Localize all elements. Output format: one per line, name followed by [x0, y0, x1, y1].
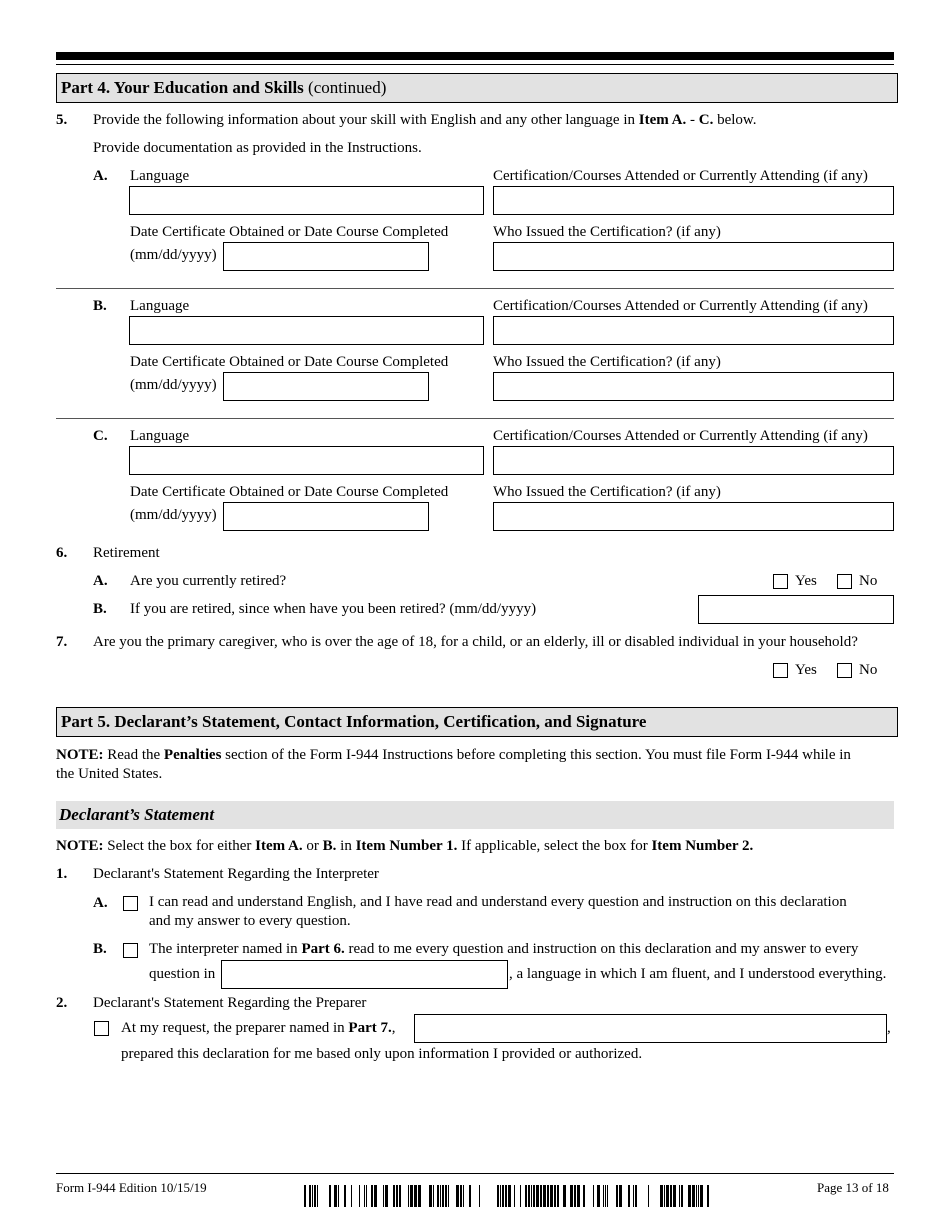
q5-text-end: below.: [713, 112, 757, 128]
q5-a-language-input[interactable]: [129, 186, 484, 215]
d1-a-line2: and my answer to every question.: [149, 913, 351, 929]
q5-a-issuer-input[interactable]: [493, 242, 894, 271]
footer-page: Page 13 of 18: [817, 1180, 889, 1195]
part5-note-a: Read the: [103, 747, 164, 763]
d1-b-text: [149, 941, 858, 958]
q7-text: Are you the primary caregiver, who is over the age of 18, for a child, or an elderly, ill or disabled individual in your household?: [93, 634, 858, 650]
d1-b-letter: B.: [93, 941, 107, 957]
d2-preparer-input[interactable]: [414, 1014, 887, 1043]
q5-item-b-letter: B.: [93, 298, 107, 314]
q5-a-cert-input[interactable]: [493, 186, 894, 215]
separator: [56, 288, 894, 289]
q6-number: 6.: [56, 545, 68, 561]
separator: [56, 418, 894, 419]
top-rule-thick: [56, 52, 894, 60]
q5-doc-note: Provide documentation as provided in the Instructions.: [93, 140, 422, 156]
q5-b-cert-input[interactable]: [493, 316, 894, 345]
d1-number: 1.: [56, 866, 68, 882]
q5-c-issuer-input[interactable]: [493, 502, 894, 531]
q5-a-language-label: Language: [130, 168, 190, 184]
q5-c-language-label: Language: [130, 428, 190, 444]
note2-g: If applicable, select the box for: [457, 838, 652, 854]
q7-yes-checkbox[interactable]: [773, 663, 788, 678]
q5-c-cert-input[interactable]: [493, 446, 894, 475]
q5-c-date-input[interactable]: [223, 502, 429, 531]
note2-item-a: Item A.: [255, 838, 303, 854]
q7-no-label: No: [859, 662, 878, 678]
d1-a-checkbox[interactable]: [123, 896, 138, 911]
q7-yes-label: Yes: [795, 662, 817, 678]
d1-a-text: [149, 893, 847, 931]
d2-part7: Part 7.: [348, 1020, 392, 1036]
q5-a-date-input[interactable]: [223, 242, 429, 271]
q5-a-cert-label: Certification/Courses Attended or Currently Attending (if any): [493, 168, 868, 184]
d2-checkbox[interactable]: [94, 1021, 109, 1036]
q6-retired-date-input[interactable]: [698, 595, 894, 624]
d1-a-letter: A.: [93, 895, 108, 911]
part5-note: [56, 746, 896, 784]
note2-a: Select the box for either: [103, 838, 256, 854]
d2-number: 2.: [56, 995, 68, 1011]
part5-header: [56, 707, 898, 737]
d1-b-part6: Part 6.: [301, 941, 345, 957]
part5-note-penalties: Penalties: [163, 747, 222, 763]
q6-b-letter: B.: [93, 601, 107, 617]
note2-item-number-1: Item Number 1.: [355, 838, 458, 854]
q5-text-item-a: Item A.: [638, 112, 687, 128]
q5-c-issuer-label: Who Issued the Certification? (if any): [493, 484, 721, 500]
d1-b-checkbox[interactable]: [123, 943, 138, 958]
q6-a-letter: A.: [93, 573, 108, 589]
q6-title: Retirement: [93, 545, 160, 561]
d1-language-input[interactable]: [221, 960, 508, 989]
note2-or: or: [302, 838, 323, 854]
note2-in: in: [336, 838, 356, 854]
q5-number: 5.: [56, 112, 68, 128]
q6-no-label: No: [859, 573, 878, 589]
q5-c-date-label: Date Certificate Obtained or Date Course Completed: [130, 484, 449, 500]
footer-rule: [56, 1173, 894, 1174]
declarant-statement-title: Declarant’s Statement: [59, 805, 215, 824]
q6-yes-label: Yes: [795, 573, 817, 589]
q5-b-issuer-input[interactable]: [493, 372, 894, 401]
q5-text-item-c: C.: [698, 112, 714, 128]
part4-title: Part 4. Your Education and Skills: [61, 78, 304, 97]
q5-a-date-label: Date Certificate Obtained or Date Course Completed: [130, 224, 449, 240]
q5-item-a-letter: A.: [93, 168, 108, 184]
q5-text: [93, 112, 757, 129]
d2-line2: prepared this declaration for me based only upon information I provided or authorized.: [121, 1046, 643, 1062]
d2-title: Declarant's Statement Regarding the Preparer: [93, 995, 367, 1011]
d1-b-a: The interpreter named in: [149, 941, 302, 957]
q5-b-language-input[interactable]: [129, 316, 484, 345]
part5-note-label: NOTE:: [56, 747, 104, 763]
q5-a-issuer-label: Who Issued the Certification? (if any): [493, 224, 721, 240]
declarant-statement-band: [56, 801, 894, 829]
q5-a-date-format: (mm/dd/yyyy): [130, 247, 217, 263]
q5-text-a: Provide the following information about your skill with English and any other language in: [93, 112, 639, 128]
q5-c-cert-label: Certification/Courses Attended or Currently Attending (if any): [493, 428, 868, 444]
q5-b-date-label: Date Certificate Obtained or Date Course Completed: [130, 354, 449, 370]
q5-c-language-input[interactable]: [129, 446, 484, 475]
q6-b-text: If you are retired, since when have you been retired? (mm/dd/yyyy): [130, 601, 537, 617]
q6-a-text: Are you currently retired?: [130, 573, 287, 589]
footer-form-edition: Form I-944 Edition 10/15/19: [56, 1180, 207, 1195]
q5-c-date-format: (mm/dd/yyyy): [130, 507, 217, 523]
d1-a-line1: I can read and understand English, and I have read and understand every question and instruction on this declaration: [149, 894, 847, 910]
q5-b-issuer-label: Who Issued the Certification? (if any): [493, 354, 721, 370]
note2-item-b: B.: [322, 838, 337, 854]
q5-text-dash: -: [686, 112, 699, 128]
d2-c: ,: [391, 1020, 396, 1036]
q5-b-date-input[interactable]: [223, 372, 429, 401]
note2-item-number-2: Item Number 2.: [651, 838, 754, 854]
part4-header: [56, 73, 898, 103]
q6-no-checkbox[interactable]: [837, 574, 852, 589]
q7-no-checkbox[interactable]: [837, 663, 852, 678]
note2-label: NOTE:: [56, 838, 104, 854]
d1-title: Declarant's Statement Regarding the Interpreter: [93, 866, 379, 882]
d2-a: At my request, the preparer named in: [121, 1020, 349, 1036]
part5-title: Part 5. Declarant’s Statement, Contact Information, Certification, and Signature: [61, 712, 647, 731]
q5-b-cert-label: Certification/Courses Attended or Currently Attending (if any): [493, 298, 868, 314]
part5-note-c: section of the Form I-944 Instructions before completing this section. You must file Form I-944 while in: [221, 747, 851, 763]
d2-text: [121, 1020, 396, 1037]
q7-number: 7.: [56, 634, 68, 650]
part4-title-suffix: (continued): [303, 78, 387, 97]
part5-note2: [56, 838, 753, 855]
part5-note-d: the United States.: [56, 766, 163, 782]
d2-trailing-comma: ,: [887, 1020, 891, 1036]
d1-b-question-in: question in: [149, 966, 216, 982]
top-rule-thin: [56, 64, 894, 65]
d1-b-text-end: , a language in which I am fluent, and I understood everything.: [509, 966, 887, 982]
q5-b-language-label: Language: [130, 298, 190, 314]
barcode-icon: [304, 1185, 712, 1207]
q6-yes-checkbox[interactable]: [773, 574, 788, 589]
d1-b-c: read to me every question and instruction on this declaration and my answer to every: [344, 941, 859, 957]
q5-b-date-format: (mm/dd/yyyy): [130, 377, 217, 393]
q5-item-c-letter: C.: [93, 428, 108, 444]
